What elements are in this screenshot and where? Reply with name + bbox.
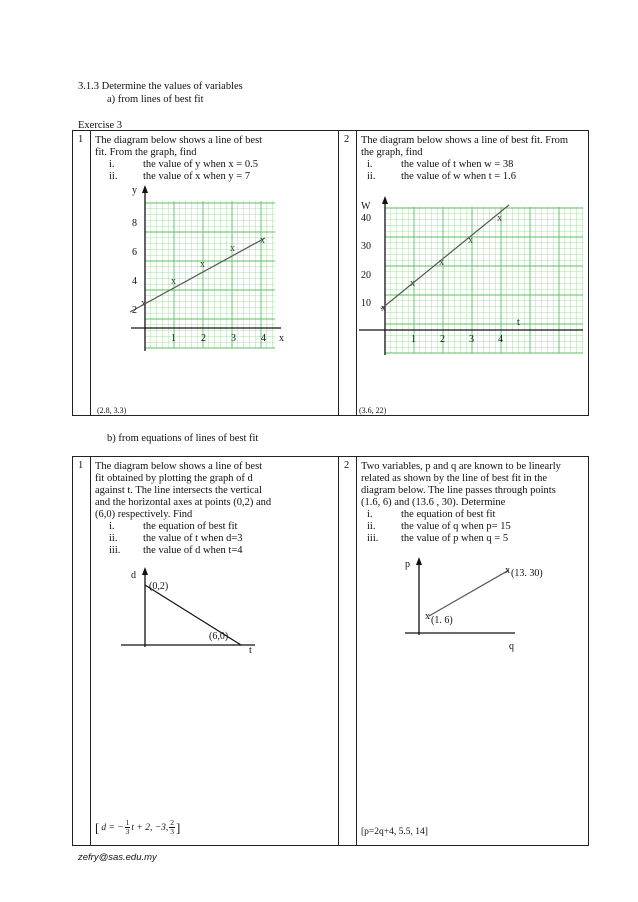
grid <box>145 201 275 348</box>
question-text-line: The diagram below shows a line of best <box>95 135 263 146</box>
answer-text: (2.8, 3.3) <box>97 406 127 415</box>
exercise-label: Exercise 3 <box>78 120 123 131</box>
question-text-line: The diagram below shows a line of best <box>95 461 263 472</box>
question-text-line: related as shown by the line of best fit in the <box>361 473 548 484</box>
question-item <box>367 509 495 521</box>
x-tick-label: 1 <box>411 334 416 345</box>
graph-a1 <box>97 181 284 361</box>
data-point-marker: x <box>381 303 386 314</box>
question-text-line: against t. The line intersects the vertical <box>95 485 262 496</box>
item-text: the value of t when d=3 <box>143 533 243 544</box>
roman-numeral: i. <box>367 509 373 520</box>
question-item <box>367 533 508 545</box>
answer-equation <box>95 819 180 836</box>
question-text-line: fit. From the graph, find <box>95 147 197 158</box>
part-b-label: b) from equations of lines of best fit <box>107 433 259 444</box>
y-axis-label: W <box>361 201 371 212</box>
answer-middle: t + 2, −3, <box>131 822 169 833</box>
graph-b2 <box>387 553 567 653</box>
roman-numeral: ii. <box>109 171 118 182</box>
y-axis-label: y <box>132 185 137 196</box>
x-axis-label: x <box>279 333 284 344</box>
x-tick-label: 3 <box>231 333 236 344</box>
x-axis-label: t <box>517 317 520 328</box>
question-text-line: the graph, find <box>361 147 423 158</box>
answer-fraction <box>169 819 175 836</box>
question-text-line: Two variables, p and q are known to be linearly <box>361 461 561 472</box>
question-cell-b2 <box>357 457 589 846</box>
point-label: (0,2) <box>149 581 169 592</box>
y-axis-label: d <box>131 570 136 581</box>
exercise-table-b <box>72 456 589 846</box>
x-tick-label: 4 <box>498 334 503 345</box>
data-point-marker: x <box>171 276 176 287</box>
y-axis-arrow <box>142 185 148 193</box>
graph-b1 <box>109 565 269 659</box>
x-tick-label: 3 <box>469 334 474 345</box>
question-number: 1 <box>73 457 91 846</box>
data-point-marker: x <box>439 257 444 268</box>
fraction-denominator: 3 <box>170 827 175 836</box>
y-axis-label: p <box>405 559 410 570</box>
roman-numeral: iii. <box>109 545 121 556</box>
question-item <box>109 159 258 171</box>
data-point-marker: x <box>230 243 235 254</box>
data-point-marker: x <box>260 235 265 246</box>
answer-bracket: [ <box>95 819 100 835</box>
question-cell-b1 <box>91 457 339 846</box>
question-number: 2 <box>339 457 357 846</box>
question-text-line: (1.6, 6) and (13.6 , 30). Determine <box>361 497 506 508</box>
x-axis-label: t <box>249 645 252 656</box>
item-text: the value of w when t = 1.6 <box>401 171 516 182</box>
question-number: 2 <box>339 131 357 416</box>
footer-email: zefry@sas.edu.my <box>78 852 157 863</box>
x-tick-label: 4 <box>261 333 266 344</box>
y-axis-arrow <box>382 196 388 204</box>
roman-numeral: i. <box>109 521 115 532</box>
data-point-marker: x <box>141 298 146 309</box>
question-item <box>367 521 511 533</box>
data-point-marker: x <box>410 278 415 289</box>
answer-text: [p=2q+4, 5.5, 14] <box>361 827 428 837</box>
point-label: (13. 30) <box>511 568 543 579</box>
y-tick-label: 2 <box>132 305 137 316</box>
roman-numeral: i. <box>367 159 373 170</box>
question-text-line: and the horizontal axes at points (0,2) and <box>95 497 272 508</box>
answer-text: (3.6, 22) <box>359 406 387 415</box>
y-tick-label: 40 <box>361 213 371 224</box>
item-text: the value of x when y = 7 <box>143 171 251 182</box>
x-tick-label: 2 <box>201 333 206 344</box>
question-item <box>109 533 243 545</box>
data-point-marker: x <box>505 565 510 576</box>
y-tick-label: 10 <box>361 298 371 309</box>
answer-bracket: ] <box>176 819 181 835</box>
part-a-label: a) from lines of best fit <box>107 94 204 105</box>
best-fit-line <box>130 238 265 312</box>
question-cell-a2 <box>357 131 589 416</box>
exercise-table-a <box>72 130 589 416</box>
question-text-line: (6,0) respectively. Find <box>95 509 193 520</box>
question-number: 1 <box>73 131 91 416</box>
point-label: (1. 6) <box>431 615 453 626</box>
item-text: the equation of best fit <box>401 509 496 520</box>
fraction-numerator: 2 <box>170 818 175 827</box>
item-text: the value of q when p= 15 <box>401 521 511 532</box>
roman-numeral: ii. <box>367 521 376 532</box>
roman-numeral: ii. <box>109 533 118 544</box>
roman-numeral: ii. <box>367 171 376 182</box>
data-point-marker: x <box>425 611 430 622</box>
y-tick-label: 8 <box>132 218 137 229</box>
y-tick-label: 20 <box>361 270 371 281</box>
roman-numeral: i. <box>109 159 115 170</box>
item-text: the value of t when w = 38 <box>401 159 514 170</box>
y-tick-label: 6 <box>132 247 137 258</box>
best-fit-line <box>381 205 509 309</box>
question-item <box>367 159 513 171</box>
question-text-line: The diagram below shows a line of best fit. From <box>361 135 569 146</box>
roman-numeral: iii. <box>367 533 379 544</box>
item-text: the value of d when t=4 <box>143 545 243 556</box>
answer-fraction <box>125 819 131 836</box>
item-text: the value of p when q = 5 <box>401 533 509 544</box>
question-item <box>367 171 516 183</box>
item-text: the equation of best fit <box>143 521 238 532</box>
y-axis-arrow <box>416 557 422 565</box>
data-point-marker: x <box>497 213 502 224</box>
point-label: (6,0) <box>209 631 229 642</box>
data-point-marker: x <box>200 259 205 270</box>
best-fit-line <box>429 570 509 616</box>
y-tick-label: 4 <box>132 276 137 287</box>
y-axis-arrow <box>142 567 148 575</box>
x-tick-label: 1 <box>171 333 176 344</box>
question-text-line: diagram below. The line passes through points <box>361 485 556 496</box>
question-cell-a1 <box>91 131 339 416</box>
question-item <box>109 521 237 533</box>
answer-lhs: d = − <box>101 822 124 833</box>
section-heading: 3.1.3 Determine the values of variables <box>78 81 243 92</box>
item-text: the value of y when x = 0.5 <box>143 159 258 170</box>
question-text-line: fit obtained by plotting the graph of d <box>95 473 253 484</box>
data-point-marker: x <box>468 235 473 246</box>
x-axis-label: q <box>509 641 514 652</box>
question-item <box>109 545 243 557</box>
graph-a2 <box>359 187 585 357</box>
fraction-denominator: 3 <box>125 827 130 836</box>
y-tick-label: 30 <box>361 241 371 252</box>
fraction-numerator: 1 <box>125 818 130 827</box>
x-tick-label: 2 <box>440 334 445 345</box>
